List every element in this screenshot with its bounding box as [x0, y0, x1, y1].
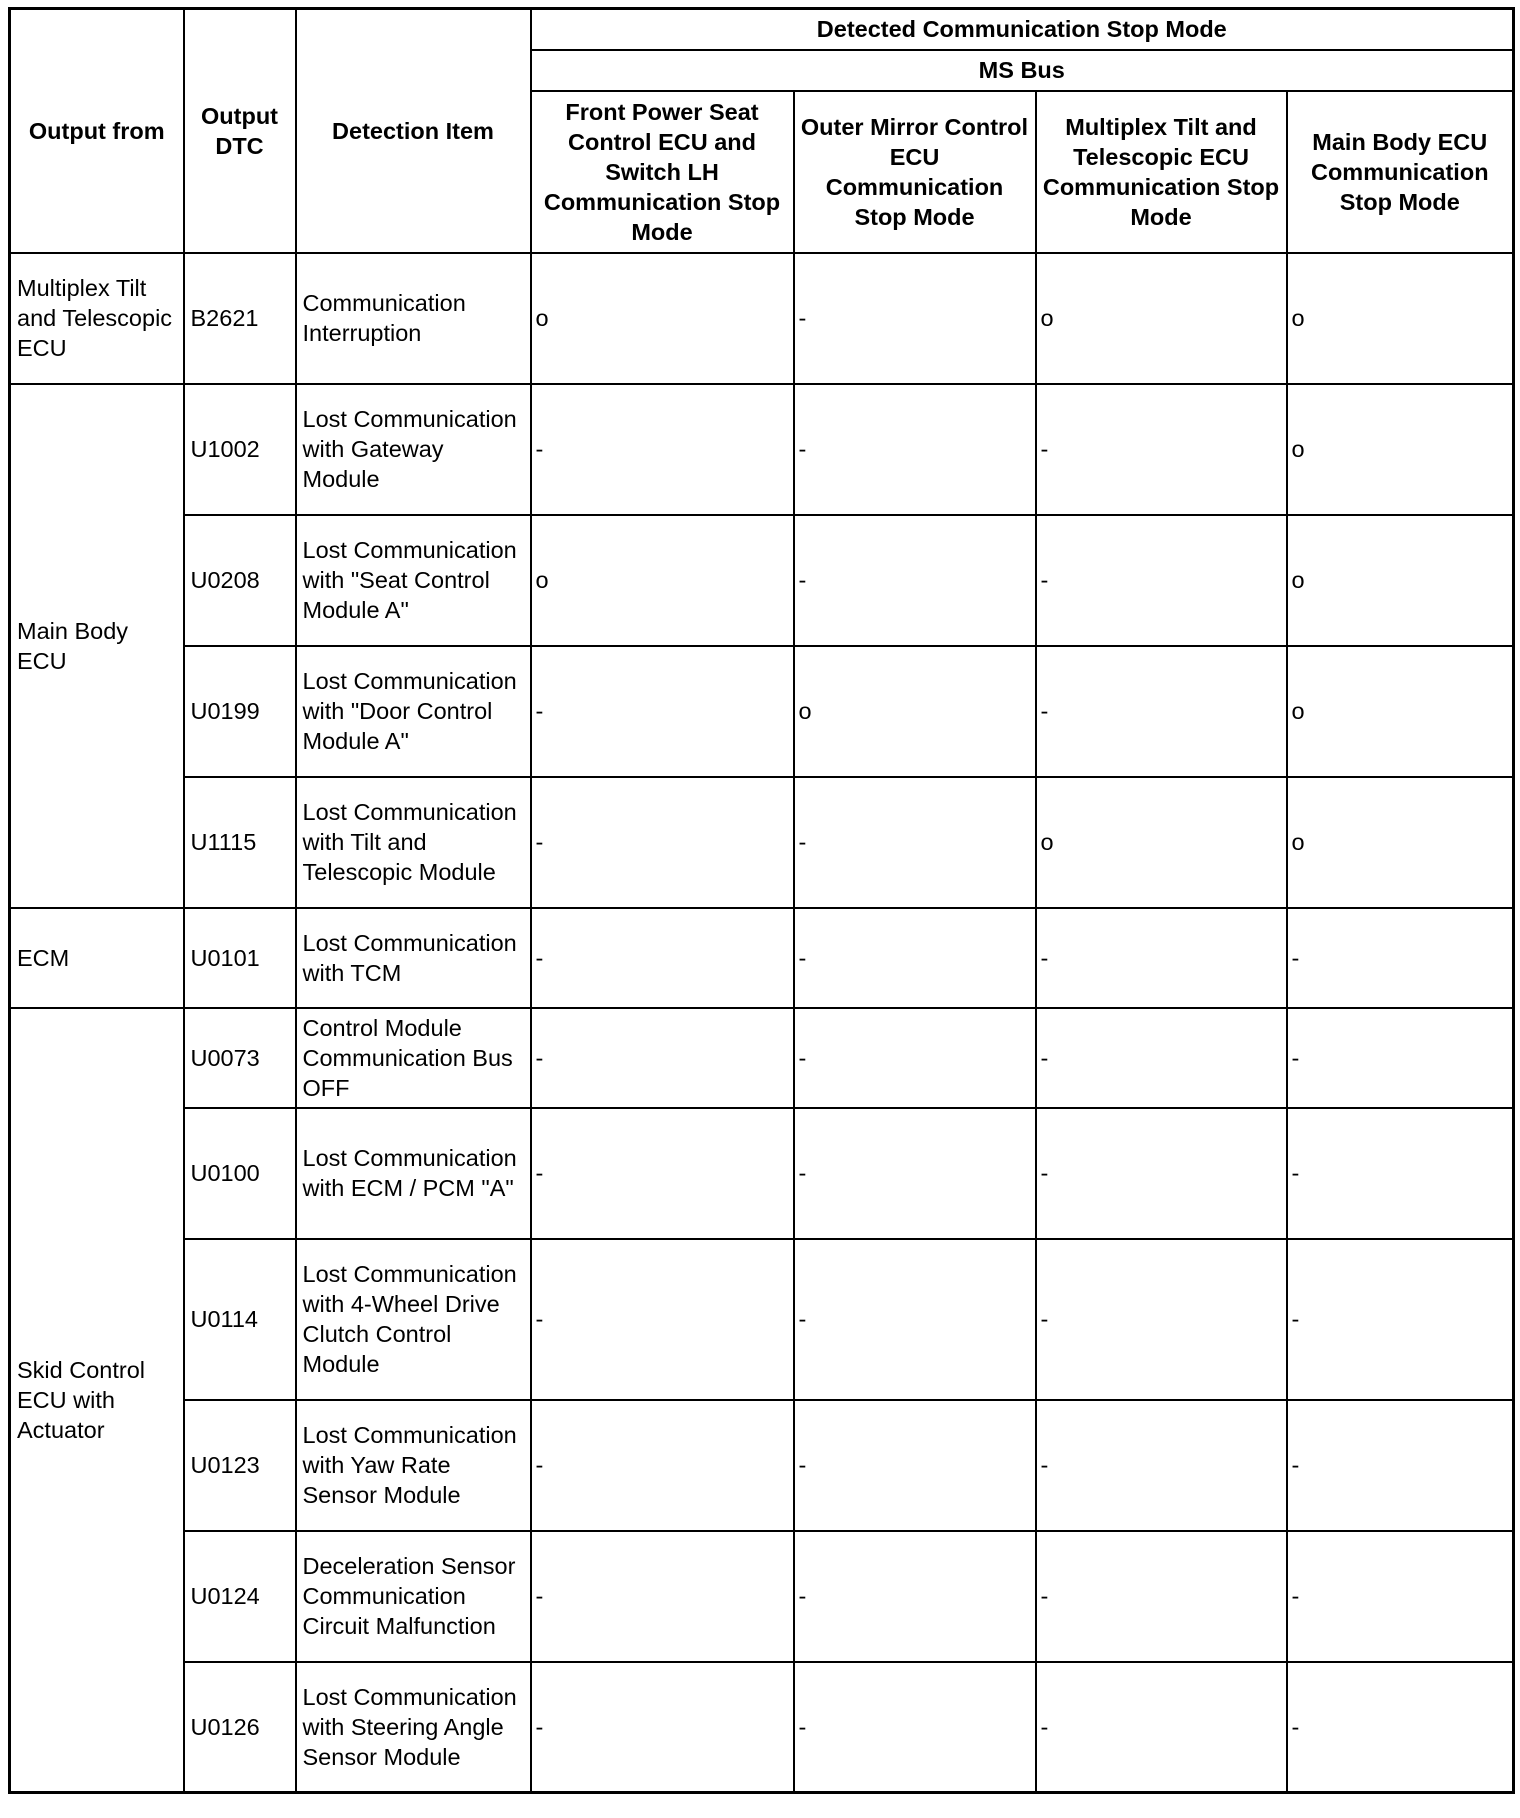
table-row — [10, 253, 1514, 384]
mark-cell: - — [1287, 1108, 1514, 1239]
detection-item-cell: Lost Communication with Gateway Module — [296, 384, 531, 515]
detection-item-cell: Lost Communication with TCM — [296, 908, 531, 1008]
mark-cell: - — [794, 1008, 1036, 1108]
dtc-cell: B2621 — [184, 253, 296, 384]
table-row — [10, 384, 1514, 515]
header-detection-item: Detection Item — [296, 9, 531, 253]
mark-cell: - — [1036, 515, 1287, 646]
mark-cell: - — [531, 1008, 794, 1108]
detection-item-cell: Lost Communication with Yaw Rate Sensor Module — [296, 1400, 531, 1531]
mark-cell: o — [531, 253, 794, 384]
output-from-cell: Main Body ECU — [10, 384, 184, 908]
mark-cell: - — [1036, 384, 1287, 515]
mark-cell: - — [531, 777, 794, 908]
output-from-cell: Skid Control ECU with Actuator — [10, 1008, 184, 1793]
mark-cell: - — [531, 908, 794, 1008]
table-row — [10, 1008, 1514, 1108]
detection-item-cell: Lost Communication with ECM / PCM "A" — [296, 1108, 531, 1239]
table-row — [10, 1400, 1514, 1531]
mark-cell: - — [531, 1239, 794, 1400]
detection-item-cell: Lost Communication with "Door Control Module A" — [296, 646, 531, 777]
mark-cell: - — [1287, 1531, 1514, 1662]
mark-cell: o — [1287, 515, 1514, 646]
dtc-cell: U1002 — [184, 384, 296, 515]
table-row — [10, 1108, 1514, 1239]
dtc-cell: U0126 — [184, 1662, 296, 1793]
mark-cell: - — [531, 384, 794, 515]
mark-cell: - — [531, 646, 794, 777]
dtc-cell: U0114 — [184, 1239, 296, 1400]
mark-cell: - — [794, 515, 1036, 646]
dtc-cell: U1115 — [184, 777, 296, 908]
table-row — [10, 646, 1514, 777]
mark-cell: o — [1036, 777, 1287, 908]
mark-cell: o — [531, 515, 794, 646]
mark-cell: - — [1287, 1400, 1514, 1531]
mark-cell: - — [794, 777, 1036, 908]
dtc-cell: U0100 — [184, 1108, 296, 1239]
mark-cell: o — [794, 646, 1036, 777]
mark-cell: - — [794, 1400, 1036, 1531]
mark-cell: - — [531, 1400, 794, 1531]
dtc-cell: U0208 — [184, 515, 296, 646]
dtc-cell: U0124 — [184, 1531, 296, 1662]
mark-cell: - — [531, 1108, 794, 1239]
mark-cell: - — [1036, 1531, 1287, 1662]
mark-cell: o — [1287, 777, 1514, 908]
detection-item-cell: Lost Communication with Steering Angle Sensor Module — [296, 1662, 531, 1793]
header-mode-main-body: Main Body ECU Communication Stop Mode — [1287, 91, 1514, 253]
detection-item-cell: Deceleration Sensor Communication Circuit Malfunction — [296, 1531, 531, 1662]
mark-cell: - — [1287, 1239, 1514, 1400]
mark-cell: - — [531, 1531, 794, 1662]
mark-cell: - — [1036, 1400, 1287, 1531]
detection-item-cell: Control Module Communication Bus OFF — [296, 1008, 531, 1108]
mark-cell: - — [794, 1531, 1036, 1662]
header-detected-mode: Detected Communication Stop Mode — [531, 9, 1514, 50]
output-from-cell: ECM — [10, 908, 184, 1008]
mark-cell: - — [794, 908, 1036, 1008]
mark-cell: o — [1287, 384, 1514, 515]
mark-cell: - — [1036, 1239, 1287, 1400]
mark-cell: - — [531, 1662, 794, 1793]
dtc-cell: U0123 — [184, 1400, 296, 1531]
mark-cell: o — [1287, 253, 1514, 384]
mark-cell: - — [794, 253, 1036, 384]
mark-cell: - — [794, 1662, 1036, 1793]
header-mode-multiplex-tilt: Multiplex Tilt and Telescopic ECU Communication Stop Mode — [1036, 91, 1287, 253]
header-output-from: Output from — [10, 9, 184, 253]
dtc-cell: U0101 — [184, 908, 296, 1008]
table-row — [10, 777, 1514, 908]
detection-item-cell: Lost Communication with 4-Wheel Drive Clutch Control Module — [296, 1239, 531, 1400]
detection-item-cell: Lost Communication with "Seat Control Module A" — [296, 515, 531, 646]
mark-cell: - — [794, 1108, 1036, 1239]
mark-cell: - — [794, 384, 1036, 515]
dtc-cell: U0073 — [184, 1008, 296, 1108]
header-output-dtc: Output DTC — [184, 9, 296, 253]
detection-item-cell: Communication Interruption — [296, 253, 531, 384]
dtc-communication-table — [8, 7, 1515, 1794]
mark-cell: - — [1287, 1662, 1514, 1793]
mark-cell: o — [1287, 646, 1514, 777]
dtc-table-container — [8, 7, 1515, 1794]
mark-cell: o — [1036, 253, 1287, 384]
table-row — [10, 1531, 1514, 1662]
dtc-cell: U0199 — [184, 646, 296, 777]
output-from-cell: Multiplex Tilt and Telescopic ECU — [10, 253, 184, 384]
detection-item-cell: Lost Communication with Tilt and Telescopic Module — [296, 777, 531, 908]
mark-cell: - — [1036, 1662, 1287, 1793]
mark-cell: - — [1287, 1008, 1514, 1108]
table-row — [10, 515, 1514, 646]
header-ms-bus: MS Bus — [531, 50, 1514, 91]
header-row-top — [10, 9, 1514, 50]
mark-cell: - — [1036, 908, 1287, 1008]
mark-cell: - — [1036, 1008, 1287, 1108]
table-row — [10, 908, 1514, 1008]
mark-cell: - — [1287, 908, 1514, 1008]
header-mode-front-power-seat: Front Power Seat Control ECU and Switch LH Communication Stop Mode — [531, 91, 794, 253]
mark-cell: - — [1036, 646, 1287, 777]
table-row — [10, 1662, 1514, 1793]
header-mode-outer-mirror: Outer Mirror Control ECU Communication Stop Mode — [794, 91, 1036, 253]
mark-cell: - — [1036, 1108, 1287, 1239]
table-row — [10, 1239, 1514, 1400]
mark-cell: - — [794, 1239, 1036, 1400]
